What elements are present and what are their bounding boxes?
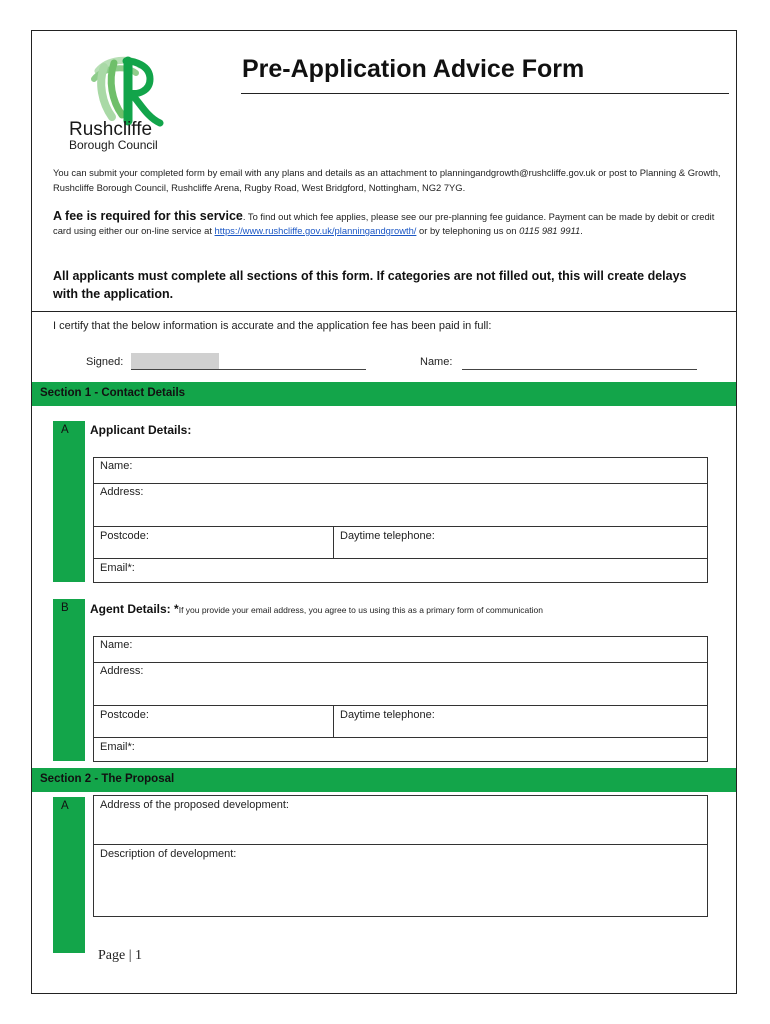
warning-divider [32,311,736,312]
online-service-link[interactable]: https://www.rushcliffe.gov.uk/planningandgrowth/ [214,225,417,236]
section-2a-letter: A [61,800,69,812]
logo-name: Rushcliffe [69,119,153,140]
section-1b-letter: B [61,602,69,614]
agent-details-table [93,636,708,762]
section-2-header [32,768,736,792]
agent-email-label: Email*: [100,741,135,753]
name-label: Name: [420,356,453,368]
fee-text-2: or by telephoning us on [416,225,520,236]
agent-address-label: Address: [100,665,144,677]
row-divider [94,558,707,559]
applicant-address-label: Address: [100,486,144,498]
agent-postcode-label: Postcode: [100,709,149,721]
section-1a-letter: A [61,424,69,436]
applicant-email-label: Email*: [100,562,135,574]
agent-telephone-label: Daytime telephone: [340,709,435,721]
section-1a-marker [53,421,85,582]
signed-line [131,369,366,370]
logo-subname: Borough Council [69,138,158,152]
signature-field[interactable] [131,353,219,369]
proposal-table [93,795,708,917]
section-1-title: Section 1 - Contact Details [40,387,186,399]
applicant-telephone-label: Daytime telephone: [340,530,435,542]
proposed-address-label: Address of the proposed development: [100,799,289,811]
page-title: Pre-Application Advice Form [242,55,585,83]
row-divider [94,483,707,484]
warning-text: All applicants must complete all sections of this form. If categories are not filled out, this will create delays with the application. [53,269,687,301]
title-divider [241,93,729,94]
fee-paragraph [53,209,723,238]
agent-details-title: Agent Details: [90,602,171,616]
row-divider [94,526,707,527]
agent-name-label: Name: [100,639,133,651]
applicant-details-heading: Applicant Details: [90,423,192,437]
certify-text: I certify that the below information is accurate and the application fee has been paid in full: [53,320,492,332]
name-field[interactable] [462,369,697,370]
development-description-label: Description of development: [100,848,237,860]
agent-details-heading [90,602,543,616]
row-divider [94,844,707,845]
form-page [31,30,737,994]
agent-details-star: * [170,602,179,616]
section-2a-marker [53,797,85,953]
fee-phone: 0115 981 9911 [519,225,581,236]
column-divider [333,705,334,737]
agent-email-note: If you provide your email address, you agree to us using this as a primary form of communication [178,605,543,615]
page-number: Page | 1 [98,948,143,963]
row-divider [94,705,707,706]
section-2-title: Section 2 - The Proposal [40,773,175,785]
applicant-details-table [93,457,708,583]
fee-text-1: . To find out which fee applies, please see our pre-planning fee guidance. Payment can be made by debit or credit card using either our on-line service at [53,211,715,236]
section-1b-marker [53,599,85,761]
fee-end: . [580,225,583,236]
intro-text: You can submit your completed form by email with any plans and details as an attachment to planningandgrowth@rushcliffe.gov.uk or post to Planning & Growth, Rushcliffe Borough Council, Rushcliffe Arena, Rugby Road, West Bridgford, Nottingham, NG2 7YG. [53,167,721,193]
section-1-header [32,382,736,406]
column-divider [333,526,334,558]
signed-label: Signed: [86,356,124,368]
row-divider [94,662,707,663]
row-divider [94,737,707,738]
applicant-name-label: Name: [100,460,133,472]
applicant-postcode-label: Postcode: [100,530,149,542]
fee-heading: A fee is required for this service [53,209,243,223]
